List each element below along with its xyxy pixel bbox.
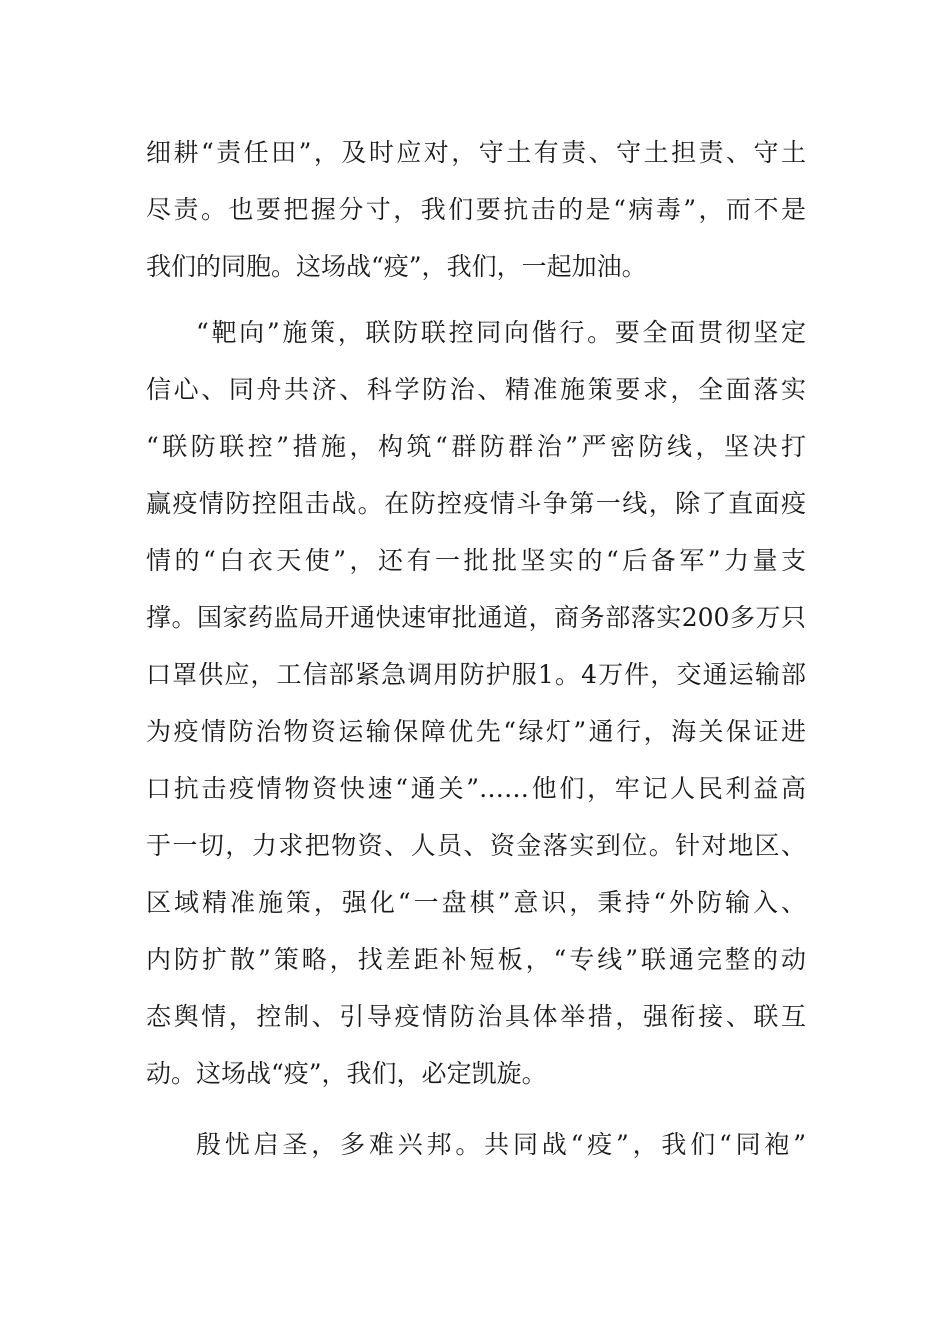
text-line: “靶向”施策，联防联控同向偕行。要全面贯彻坚定: [196, 318, 806, 347]
text-line: 为疫情防治物资运输保障优先“绿灯”通行，海关保证进: [146, 717, 806, 746]
text-line: 内防扩散”策略，找差距补短板，“专线”联通完整的动: [146, 945, 806, 974]
paragraph-1: [146, 124, 806, 295]
text-line: 信心、同舟共济、科学防治、精准施策要求，全面落实: [146, 375, 806, 404]
text-line: 赢疫情防控阻击战。在防控疫情斗争第一线，除了直面疫: [146, 489, 806, 518]
text-line: 于一切，力求把物资、人员、资金落实到位。针对地区、: [146, 831, 806, 860]
paragraph-2: [146, 304, 806, 1102]
text-line: 口罩供应，工信部紧急调用防护服1。4万件，交通运输部: [146, 660, 806, 689]
text-line: 口抗击疫情物资快速“通关”……他们，牢记人民利益高: [146, 774, 806, 803]
text-line: 情的“白衣天使”，还有一批批坚实的“后备军”力量支: [146, 546, 806, 575]
text-line: 细耕“责任田”，及时应对，守土有责、守土担责、守土: [146, 138, 806, 167]
text-line: 尽责。也要把握分寸，我们要抗击的是“病毒”，而不是: [146, 195, 806, 224]
text-line: 我们的同胞。这场战“疫”，我们，一起加油。: [146, 252, 647, 281]
text-line: 撑。国家药监局开通快速审批通道，商务部落实200多万只: [146, 603, 806, 632]
text-line: 态舆情，控制、引导疫情防治具体举措，强衔接、联互: [146, 1002, 806, 1031]
paragraph-3: [146, 1116, 806, 1173]
text-line: 区域精准施策，强化“一盘棋”意识，秉持“外防输入、: [146, 888, 806, 917]
text-line: 动。这场战“疫”，我们，必定凯旋。: [146, 1059, 547, 1088]
text-line: “联防联控”措施，构筑“群防群治”严密防线，坚决打: [146, 432, 806, 461]
text-line: 殷忧启圣，多难兴邦。共同战“疫”，我们“同袍”: [196, 1130, 806, 1159]
